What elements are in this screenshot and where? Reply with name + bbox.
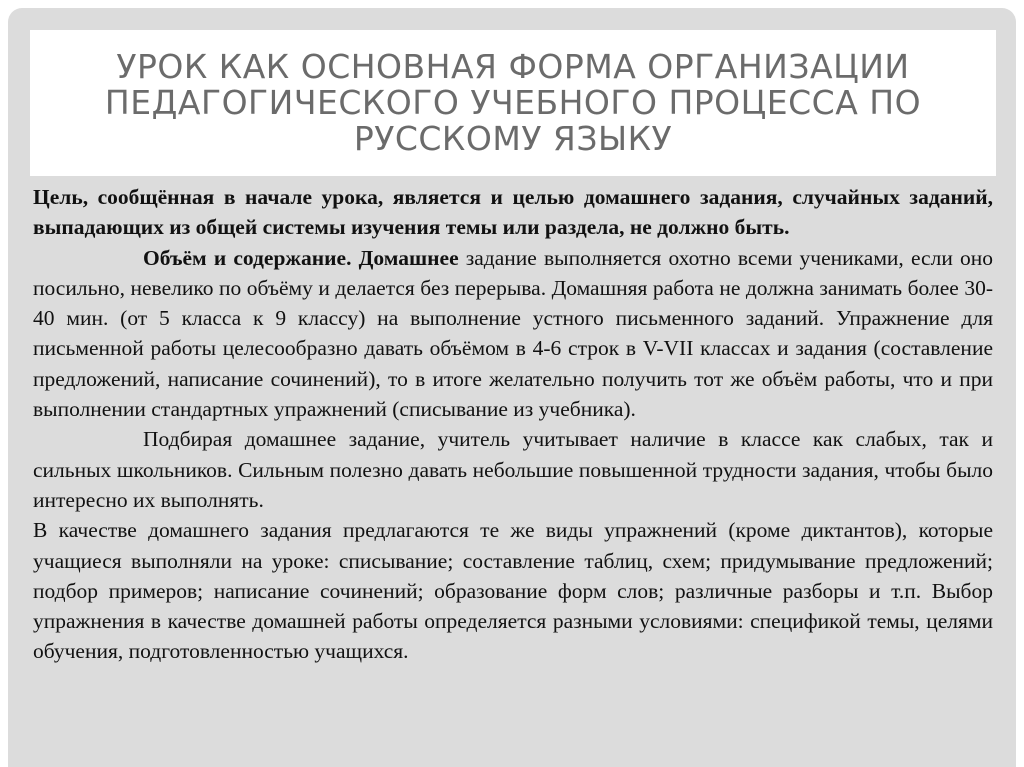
paragraph-goal: Цель, сообщённая в начале урока, является и целью домашнего задания, случайных заданий, выпадающих из общей системы изучения темы или раздела, не должно быть. [33,185,993,240]
slide-title: УРОК КАК ОСНОВНАЯ ФОРМА ОРГАНИЗАЦИИ ПЕДАГОГИЧЕСКОГО УЧЕБНОГО ПРОЦЕССА ПО РУССКОМУ ЯЗЫКУ [104,47,922,158]
paragraph-selection: Подбирая домашнее задание, учитель учитывает наличие в классе как слабых, так и сильных школьников. Сильным полезно давать небольшие повышенной трудности задания, чтобы было интересно их выполнять. [33,427,993,512]
slide [8,8,1016,767]
title-box [30,30,996,176]
paragraph-volume [33,243,993,425]
paragraph-volume-heading: Объём и содержание. Домашнее [143,245,459,270]
slide-body [33,182,993,667]
paragraph-exercise-types: В качестве домашнего задания предлагаются те же виды упражнений (кроме диктантов), которые учащиеся выполняли на уроке: списывание; составление таблиц, схем; придумывание предложений; подбор примеров; написание сочинений; образование форм слов; различные разборы и т.п. Выбор упражнения в качестве домашней работы определяется разными условиями: спецификой темы, целями обучения, подготовленностью учащихся. [33,518,993,664]
paragraph-volume-text: задание выполняется охотно всеми учениками, если оно посильно, невелико по объёму и делается без перерыва. Домашняя работа не должна занимать более 30-40 мин. (от 5 класса к 9 классу) на выполнение устного письменного заданий. Упражнение для письменной работы целесообразно давать объёмом в 4-6 строк в V-VII классах и задания (составление предложений, написание сочинений), то в итоге желательно получить тот же объём работы, что и при выполнении стандартных упражнений (списывание из учебника). [33,245,993,422]
